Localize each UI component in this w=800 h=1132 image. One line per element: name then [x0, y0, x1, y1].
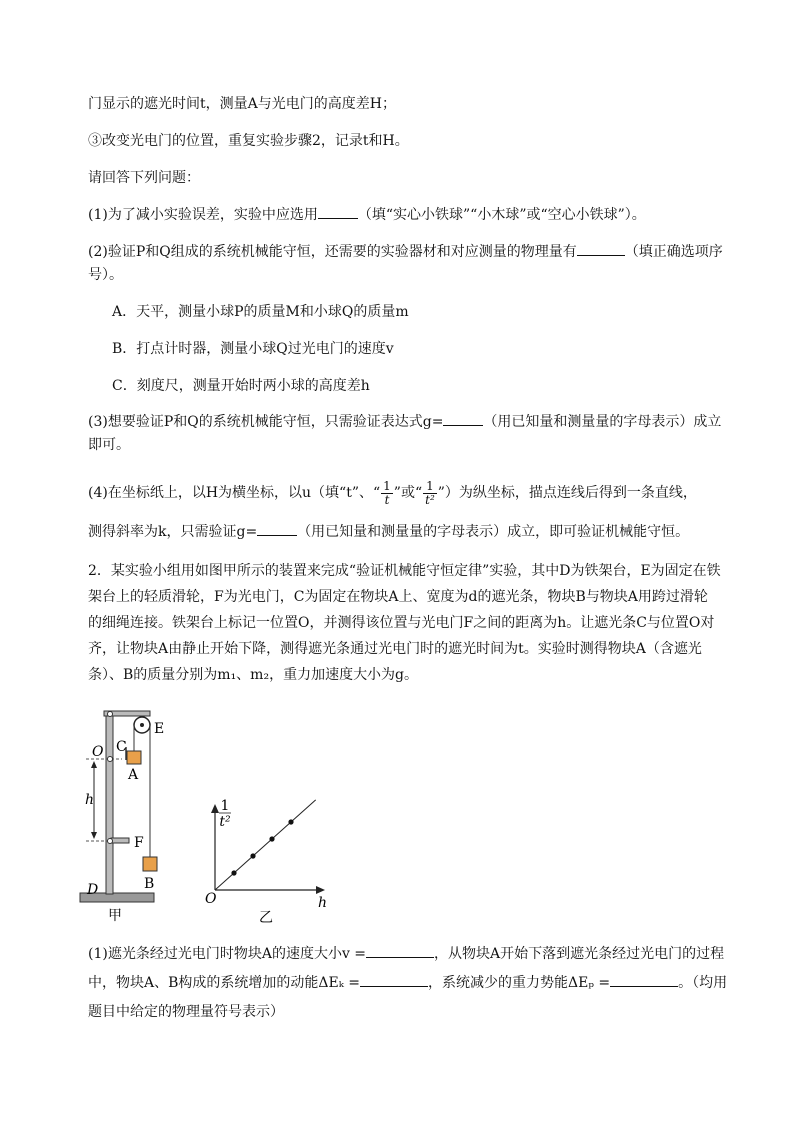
- question-2-tail: （填正确选项序: [624, 244, 723, 260]
- photogate-f: [111, 838, 129, 843]
- question-text: ，系统减少的重力势能ΔEₚ =: [428, 975, 611, 991]
- question-text: 。（均用: [678, 975, 728, 991]
- fraction-denominator: t²: [425, 492, 435, 507]
- label-f: F: [134, 835, 144, 851]
- question-1-tail: （填“实心小铁球”“小木球”或“空心小铁球”）。: [357, 207, 646, 223]
- problem-2-line-1: 2．某实验小组用如图甲所示的装置来完成“验证机械能守恒定律”实验，其中D为铁架台，E为固定在铁: [88, 563, 721, 579]
- figure-caption-yi: 乙: [259, 910, 273, 926]
- question-text: 中，物块A、B构成的系统增加的动能ΔEₖ =: [88, 975, 361, 991]
- data-point: [288, 819, 293, 824]
- marker-o-icon: [108, 757, 113, 762]
- y-label-numerator: 1: [220, 798, 230, 814]
- option-c: C．刻度尺，测量开始时两小球的高度差h: [112, 378, 370, 394]
- question-4-cont-text: 测得斜率为k，只需验证g=: [88, 524, 258, 540]
- block-a: [127, 751, 141, 764]
- label-o: O: [92, 744, 104, 760]
- problem-2-question-1: [88, 944, 724, 964]
- question-4-mid: ”或“: [393, 485, 423, 501]
- question-3-tail: （用已知量和测量量的字母表示）成立: [483, 414, 722, 430]
- label-b: B: [144, 876, 155, 892]
- option-a: A．天平，测量小球P的质量M和小球Q的质量m: [112, 304, 409, 320]
- problem-2-line-3: 的细绳连接。铁架台上标记一位置O，并测得该位置与光电门F之间的距离为h。让遮光条C与位置O对: [88, 615, 715, 631]
- block-b: [143, 857, 157, 871]
- fraction-one-over-t-squared: [423, 480, 437, 507]
- graph-figure: [205, 798, 327, 926]
- answer-blank-potential-energy[interactable]: [610, 986, 678, 987]
- question-4-cont-tail: （用已知量和测量量的字母表示）成立，即可验证机械能守恒。: [297, 524, 690, 540]
- question-3-cont: 即可。: [88, 437, 130, 453]
- answer-blank[interactable]: [257, 535, 297, 536]
- problem-2-question-1-line-2: [88, 973, 727, 993]
- label-h: h: [85, 792, 95, 808]
- y-label-denominator: t²: [219, 814, 231, 830]
- label-d: D: [87, 882, 99, 898]
- arrow-head-up: [91, 761, 97, 768]
- problem-2-line-5: 条）、B的质量分别为m₁、m₂，重力加速度大小为g。: [88, 667, 419, 683]
- question-2: [88, 242, 723, 262]
- question-4-cont: [88, 522, 689, 542]
- question-text: (1)遮光条经过光电门时物块A的速度大小v =: [88, 946, 367, 962]
- text-line-1: 门显示的遮光时间t，测量A与光电门的高度差H；: [88, 96, 396, 112]
- question-2-cont: 号）。: [88, 267, 123, 283]
- question-4-text: (4)在坐标纸上，以H为横坐标，以u（填“t”、“: [88, 485, 381, 501]
- problem-2-line-4: 齐，让物块A由静止开始下降，测得遮光条通过光电门时的遮光时间为t。实验时测得物块A（含遮光: [88, 641, 702, 657]
- y-axis-arrow: [211, 804, 219, 813]
- option-b: B．打点计时器，测量小球Q过光电门的速度v: [112, 341, 394, 357]
- question-1-text: (1)为了减小实验误差，实验中应选用: [88, 207, 318, 223]
- question-text: ，从物块A开始下落到遮光条经过光电门的过程: [434, 946, 725, 962]
- question-3-text: (3)想要验证P和Q的系统机械能守恒，只需验证表达式g=: [88, 414, 444, 430]
- fraction-denominator: t: [384, 492, 390, 507]
- fraction-numerator: 1: [423, 480, 437, 494]
- step-3: ③改变光电门的位置，重复实验步骤2，记录t和H。: [88, 133, 409, 149]
- question-2-text: (2)验证P和Q组成的系统机械能守恒，还需要的实验器材和对应测量的物理量有: [88, 244, 577, 260]
- answer-blank[interactable]: [577, 255, 625, 256]
- answer-blank[interactable]: [318, 218, 358, 219]
- question-4-tail: ”）为纵坐标，描点连线后得到一条直线，: [437, 485, 697, 501]
- question-4: [88, 478, 697, 508]
- problem-2-line-2: 架台上的轻质滑轮，F为光电门，C为固定在物块A上、宽度为d的遮光条，物块B与物块A用跨过滑轮: [88, 589, 708, 605]
- label-c: C: [116, 739, 127, 755]
- figures: [60, 700, 360, 935]
- pulley-axle: [140, 723, 144, 727]
- label-e: E: [154, 721, 165, 737]
- apparatus-figure: [80, 711, 164, 924]
- x-axis-arrow: [316, 886, 325, 894]
- clamp-icon: [108, 712, 113, 717]
- question-1: [88, 205, 646, 225]
- photogate-clamp-icon: [108, 839, 113, 844]
- question-3: [88, 412, 721, 432]
- problem-2-question-1-line-3: 题目中给定的物理量符号表示）: [88, 1004, 284, 1020]
- fraction-one-over-t: [381, 480, 393, 507]
- arrow-head-down: [91, 832, 97, 839]
- x-label: h: [318, 895, 328, 911]
- fraction-numerator: 1: [383, 478, 391, 493]
- data-point: [269, 836, 274, 841]
- data-point: [250, 853, 255, 858]
- stand-pole: [106, 712, 113, 894]
- label-a: A: [128, 767, 139, 783]
- answer-blank[interactable]: [443, 425, 483, 426]
- question-prompt: 请回答下列问题：: [88, 170, 200, 186]
- figure-caption-jia: 甲: [108, 908, 122, 924]
- data-point: [231, 870, 236, 875]
- answer-blank-kinetic-energy[interactable]: [360, 986, 428, 987]
- origin-label: O: [205, 891, 217, 907]
- answer-blank-velocity[interactable]: [366, 957, 434, 958]
